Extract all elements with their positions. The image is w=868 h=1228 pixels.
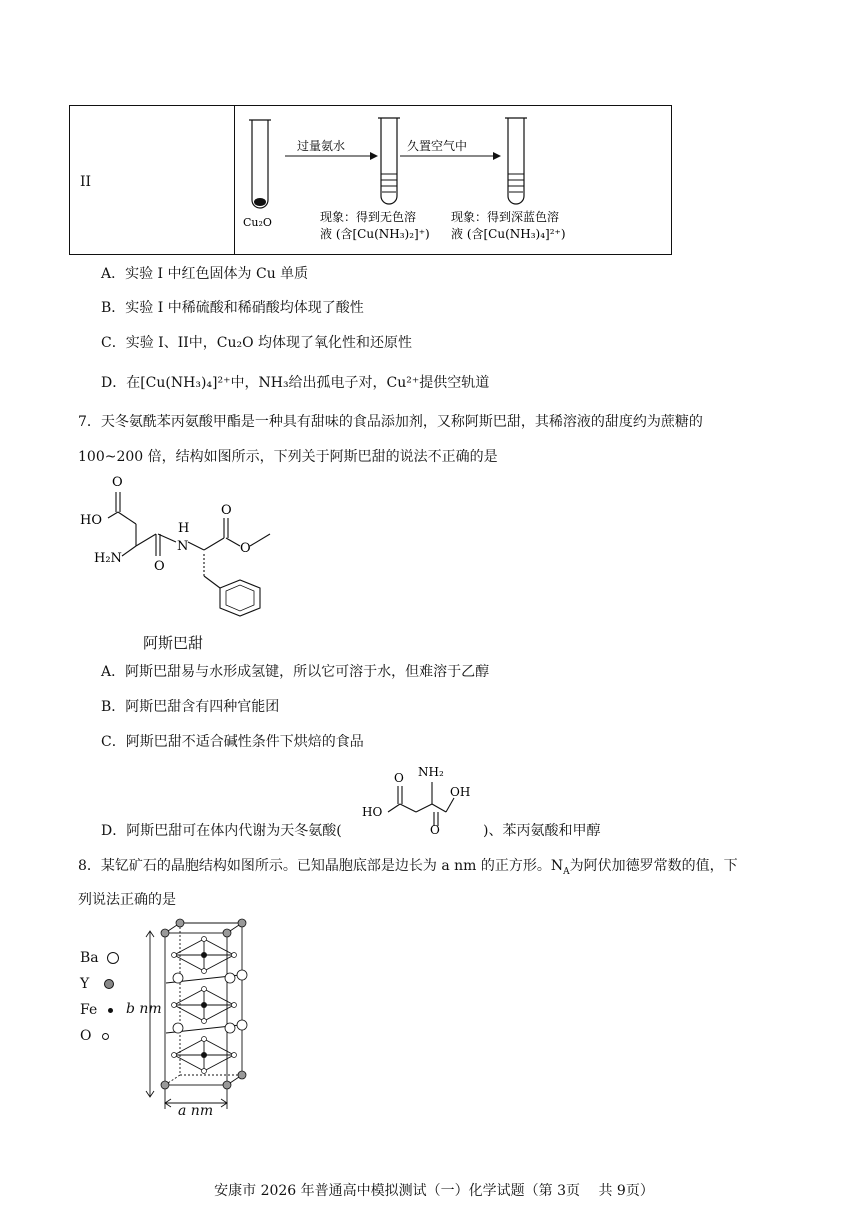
obs1-line2: 液 (含[Cu(NH₃)₂]⁺) — [320, 227, 430, 241]
q7-stem-line2: 100~200 倍，结构如图所示，下列关于阿斯巴甜的说法不正确的是 — [78, 449, 498, 465]
struct-o2: O — [154, 559, 165, 574]
q6-option-b: B．实验 I 中稀硫酸和稀硝酸均体现了酸性 — [101, 300, 364, 316]
q7-option-a: A．阿斯巴甜易与水形成氢键，所以它可溶于水，但难溶于乙醇 — [101, 664, 490, 680]
aspartic-acid-structure — [360, 760, 480, 835]
page-footer: 安康市 2026 年普通高中模拟测试（一）化学试题（第 3页 共 9页） — [214, 1183, 654, 1199]
asp-oh: OH — [450, 785, 471, 799]
crystal-legend — [80, 950, 130, 1054]
struct-h: H — [178, 521, 190, 536]
q7-option-d-pre: D．阿斯巴甜可在体内代谢为天冬氨酸( — [101, 823, 342, 839]
q7-stem-line1: 7．天冬氨酰苯丙氨酸甲酯是一种具有甜味的食品添加剂，又称阿斯巴甜，其稀溶液的甜度约为蔗糖的 — [78, 414, 703, 430]
q6-option-c: C．实验 I、II中，Cu₂O 均体现了氧化性和还原性 — [101, 335, 413, 351]
experiment-diagram — [235, 108, 669, 252]
struct-nh2: H₂N — [94, 551, 122, 566]
aspartame-structure — [78, 470, 298, 630]
asp-ho: HO — [362, 805, 383, 819]
q7-option-b: B．阿斯巴甜含有四种官能团 — [101, 699, 280, 715]
legend-ba: Ba — [80, 950, 130, 976]
struct-ho: HO — [80, 513, 102, 528]
q6-option-a: A．实验 I 中红色固体为 Cu 单质 — [101, 266, 309, 282]
obs2-line2: 液 (含[Cu(NH₃)₄]²⁺) — [451, 227, 566, 241]
struct-o1: O — [112, 475, 123, 490]
q8-stem-line1: 8．某钇矿石的晶胞结构如图所示。已知晶胞底部是边长为 a nm 的正方形。$N_A$为阿伏加德罗常数的值，下 — [78, 858, 738, 877]
asp-o2: O — [430, 823, 440, 835]
crystal-cell-diagram — [130, 915, 270, 1120]
step2-label: 久置空气中 — [407, 139, 468, 153]
table-row-label: II — [80, 174, 92, 190]
q8-stem-line2: 列说法正确的是 — [78, 892, 176, 908]
obs1-line1: 现象：得到无色溶 — [320, 210, 417, 224]
test-tube-2 — [378, 118, 400, 204]
test-tube-1 — [249, 120, 271, 208]
q6-option-d: D．在[Cu(NH₃)₄]²⁺中，NH₃给出孤电子对，Cu²⁺提供空轨道 — [101, 375, 490, 391]
legend-o: O — [80, 1028, 130, 1054]
b-dimension-label: b nm — [126, 1001, 162, 1017]
a-dimension-label: a nm — [178, 1103, 214, 1119]
obs2-line1: 现象：得到深蓝色溶 — [451, 210, 560, 224]
legend-y: Y — [80, 976, 130, 1002]
reagent-cu2o: Cu₂O — [243, 216, 272, 229]
aspartame-caption: 阿斯巴甜 — [143, 634, 204, 652]
step1-label: 过量氨水 — [297, 139, 346, 153]
struct-n: N — [177, 539, 189, 554]
asp-nh2: NH₂ — [418, 765, 444, 779]
q7-option-d-post: )、苯丙氨酸和甲醇 — [483, 823, 601, 839]
struct-o3: O — [221, 503, 232, 518]
legend-fe: Fe — [80, 1002, 130, 1028]
q7-option-c: C．阿斯巴甜不适合碱性条件下烘焙的食品 — [101, 734, 364, 750]
struct-o4: O — [240, 541, 251, 556]
asp-o1: O — [394, 771, 404, 785]
test-tube-3 — [505, 118, 527, 204]
